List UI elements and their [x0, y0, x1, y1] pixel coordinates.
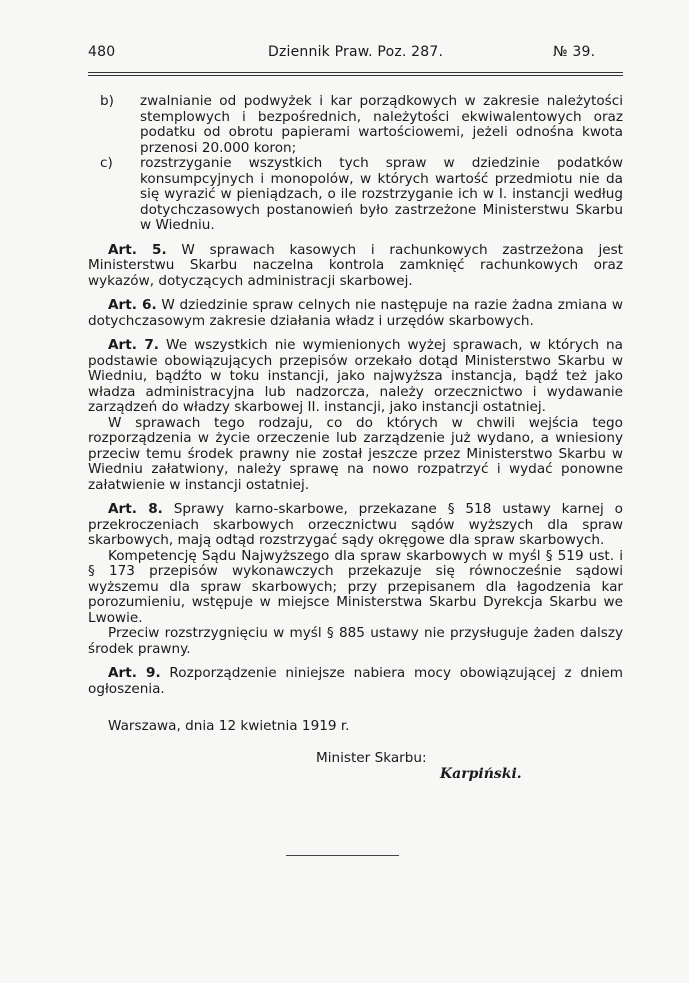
article-6-text: W dziedzinie spraw celnych nie następuje na razie żadna zmiana w dotychczasowym zakresie działania władz i urzędów skarbowych. [88, 297, 623, 329]
signatory-title: Minister Skarbu: [316, 750, 427, 766]
page-number: 480 [88, 44, 116, 60]
place-date: Warszawa, dnia 12 kwietnia 1919 r. [108, 718, 350, 734]
article-5 [88, 243, 623, 290]
list-label-b: b) [100, 93, 114, 109]
article-7-label: Art. 7. [108, 337, 159, 353]
article-7 [88, 338, 623, 416]
article-7-paragraph-2: W sprawach tego rodzaju, co do których w chwili wejścia tego rozporządzenia w życie orzeczenie lub zarządzenie już wydano, a wniesiony przeciw temu środek prawny nie został jeszcze przez Ministerstwo Skarbu w Wiedniu załatwiony, należy sprawę na nowo rozpatrzyć i wydać ponowne załatwienie w instancji ostatniej. [88, 414, 623, 493]
article-7-text: We wszystkich nie wymienionych wyżej sprawach, w których na podstawie obowiązujących przepisów orzekało dotąd Ministerstwo Skarbu w Wiedniu, bądźto w toku instancji, jako najwyższa instancja, bądź też jako władza administracyjna lub nadzorcza, należy orzecznictwo i wydawanie zarządzeń do władzy skarbowej II. instancji, jako instancji ostatniej. [88, 337, 623, 415]
article-9-label: Art. 9. [108, 665, 161, 681]
article-5-text: W sprawach kasowych i rachunkowych zastrzeżona jest Ministerstwu Skarbu naczelna kontrola zamknięć rachunkowych oraz wykazów, dotyczących administracji skarbowej. [88, 241, 623, 289]
article-8-label: Art. 8. [108, 501, 163, 517]
article-5-label: Art. 5. [108, 241, 167, 258]
issue-number: № 39. [553, 44, 596, 60]
document-body [88, 94, 623, 735]
list-item-c [88, 156, 623, 234]
article-8 [88, 502, 623, 549]
article-9 [88, 666, 623, 697]
list-text-b: zwalnianie od podwyżek i kar porządkowych w zakresie należytości stemplowych i bezpośrednich, należytości ekwiwalentowych oraz podatku od obrotu papierami wartościowemi, jeżeli odnośna kwota przenosi 20.000 koron; [140, 93, 623, 156]
signatory-name: Karpiński. [440, 766, 522, 782]
article-6-label: Art. 6. [108, 297, 157, 313]
article-8-paragraph-2: Kompetencję Sądu Najwyższego dla spraw skarbowych w myśl § 519 ust. i § 173 przepisów wykonawczych przekazuje się równocześnie sądowi wyższemu dla spraw skarbowych; przy przepisanem dla łagodzenia kar porozumieniu, wstępuje w miejsce Ministerstwa Skarbu Dyrekcja Skarbu we Lwowie. [88, 547, 623, 626]
list-item-b [88, 94, 623, 156]
article-8-text: Sprawy karno-skarbowe, przekazane § 518 ustawy karnej o przekroczeniach skarbowych orzecznictwu sądów wyższych dla spraw skarbowych, mają odtąd rozstrzygać sądy okręgowe dla spraw skarbowych. [88, 501, 623, 548]
journal-title: Dziennik Praw. Poz. 287. [268, 44, 444, 60]
closing-rule [286, 855, 399, 856]
article-9-text: Rozporządzenie niniejsze nabiera mocy obowiązującej z dniem ogłoszenia. [88, 665, 623, 697]
header-rule-bottom [88, 75, 623, 76]
header-rule-top [88, 72, 623, 73]
list-label-c: c) [100, 155, 113, 171]
list-text-c: rozstrzyganie wszystkich tych spraw w dziedzinie podatków konsumpcyjnych i monopolów, w których wartość przedmiotu nie da się wyrazić w pieniądzach, o ile rozstrzyganie ich w I. instancji według dotychczasowych postanowień było zastrzeżone Ministerstwu Skarbu w Wiedniu. [140, 155, 623, 233]
article-6 [88, 298, 623, 329]
article-8-paragraph-3: Przeciw rozstrzygnięciu w myśl § 885 ustawy nie przysługuje żaden dalszy środek prawny. [88, 625, 623, 657]
